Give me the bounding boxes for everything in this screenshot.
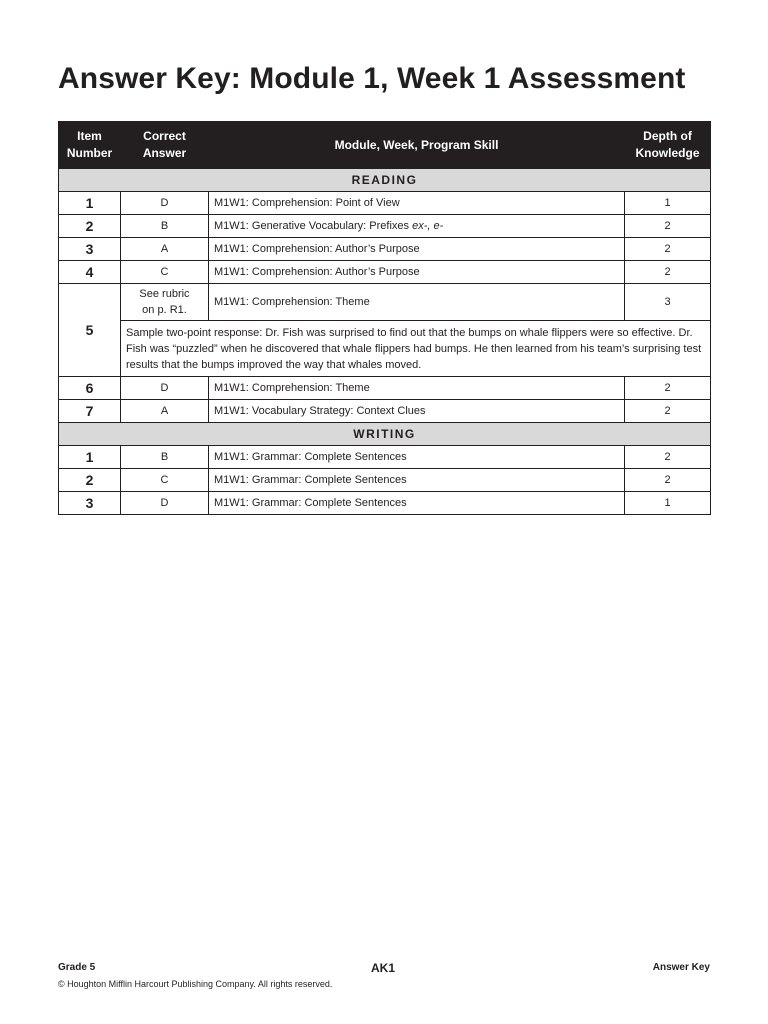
table-row [59,215,711,238]
correct-answer: A [121,400,209,423]
depth-of-knowledge: 2 [625,400,711,423]
answer-key-table [58,121,711,515]
item-number: 3 [59,492,121,515]
table-row [59,284,711,321]
correct-answer: A [121,238,209,261]
program-skill: M1W1: Grammar: Complete Sentences [209,492,625,515]
item-number: 2 [59,215,121,238]
correct-answer: D [121,492,209,515]
program-skill: M1W1: Comprehension: Point of View [209,192,625,215]
depth-of-knowledge: 2 [625,261,711,284]
correct-answer: D [121,377,209,400]
correct-answer: B [121,446,209,469]
program-skill: M1W1: Comprehension: Theme [209,377,625,400]
sample-response: Sample two-point response: Dr. Fish was surprised to find out that the bumps on whale flippers were so effective. Dr. Fish was “puzzled” when he discovered that whale flippers had bumps. He then learned from his team’s surprising test results that the bumps improved the way that whales moved. [121,321,711,377]
header-skill: Module, Week, Program Skill [209,122,625,169]
depth-of-knowledge: 2 [625,215,711,238]
program-skill: M1W1: Comprehension: Author’s Purpose [209,261,625,284]
item-number: 1 [59,446,121,469]
depth-of-knowledge: 3 [625,284,711,321]
program-skill: M1W1: Comprehension: Author’s Purpose [209,238,625,261]
table-row [59,469,711,492]
item-number: 3 [59,238,121,261]
program-skill: M1W1: Grammar: Complete Sentences [209,446,625,469]
section-reading [59,169,711,192]
table-row-response [59,321,711,377]
header-depth-of-knowledge: Depth of Knowledge [625,122,711,169]
program-skill: M1W1: Comprehension: Theme [209,284,625,321]
table-row [59,192,711,215]
correct-answer: C [121,469,209,492]
correct-answer: See rubric on p. R1. [121,284,209,321]
prefix-examples: ex-, e- [412,220,444,232]
item-number: 2 [59,469,121,492]
header-correct-answer: Correct Answer [121,122,209,169]
depth-of-knowledge: 1 [625,492,711,515]
section-label-writing: WRITING [59,423,711,446]
table-row [59,261,711,284]
item-number: 7 [59,400,121,423]
program-skill: M1W1: Grammar: Complete Sentences [209,469,625,492]
correct-answer: B [121,215,209,238]
program-skill: M1W1: Vocabulary Strategy: Context Clues [209,400,625,423]
footer-section: Answer Key [652,962,710,973]
table-row [59,377,711,400]
program-skill [209,215,625,238]
depth-of-knowledge: 2 [625,446,711,469]
depth-of-knowledge: 1 [625,192,711,215]
depth-of-knowledge: 2 [625,377,711,400]
footer-copyright: © Houghton Mifflin Harcourt Publishing Company. All rights reserved. [58,979,333,989]
table-row [59,446,711,469]
section-writing [59,423,711,446]
header-row [59,122,711,169]
item-number: 5 [59,284,121,377]
table-row [59,492,711,515]
table-row [59,238,711,261]
correct-answer: C [121,261,209,284]
page-title: Answer Key: Module 1, Week 1 Assessment [58,62,686,95]
correct-answer: D [121,192,209,215]
program-skill-text: M1W1: Generative Vocabulary: Prefixes [214,220,413,232]
footer-page-number: AK1 [371,961,396,975]
header-item-number: Item Number [59,122,121,169]
item-number: 6 [59,377,121,400]
depth-of-knowledge: 2 [625,469,711,492]
item-number: 4 [59,261,121,284]
table-row [59,400,711,423]
footer-grade: Grade 5 [58,962,96,973]
section-label-reading: READING [59,169,711,192]
item-number: 1 [59,192,121,215]
depth-of-knowledge: 2 [625,238,711,261]
